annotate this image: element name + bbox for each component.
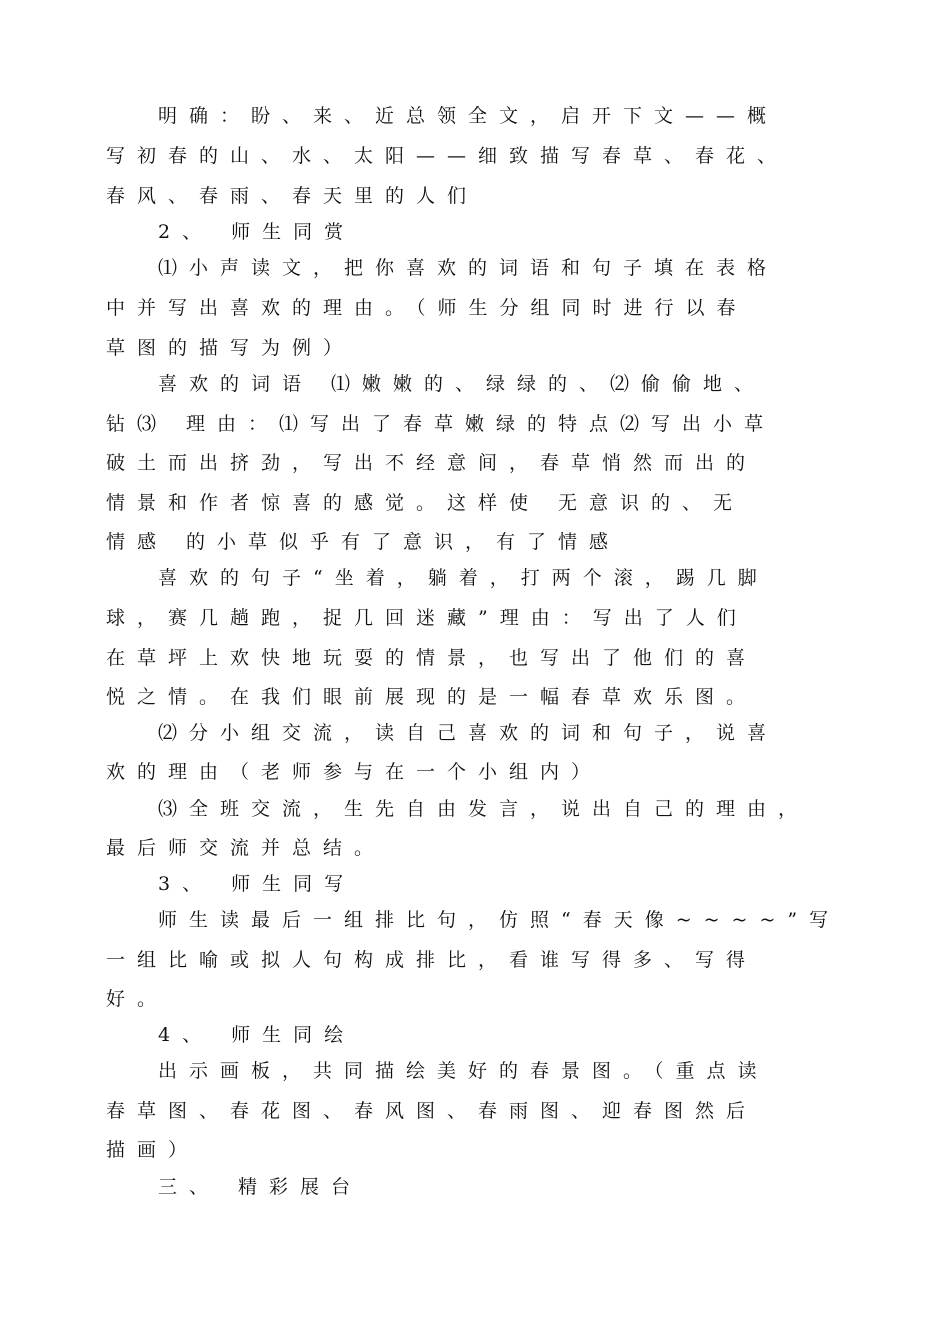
- text-line: 钻⑶ 理由：⑴写出了春草嫩绿的特点⑵写出小草: [106, 413, 776, 435]
- text-line: 欢的理由（老师参与在一个小组内）: [106, 761, 603, 783]
- text-line: 描画）: [106, 1139, 200, 1161]
- text-line: 草图的描写为例）: [106, 337, 355, 359]
- text-line: ⑵分小组交流，读自己喜欢的词和句子，说喜: [158, 722, 779, 744]
- text-line: 破土而出挤劲，写出不经意间，春草悄然而出的: [106, 452, 758, 474]
- text-line: 出示画板，共同描绘美好的春景图。（重点读: [158, 1060, 769, 1082]
- section-heading: 3、 师生同写: [158, 873, 356, 895]
- text-line: 好。: [106, 988, 169, 1010]
- text-line: 喜欢的词语 ⑴嫩嫩的、绿绿的、⑵偷偷地、: [158, 373, 766, 395]
- section-heading: 4、 师生同绘: [158, 1024, 356, 1046]
- text-line: 喜欢的句子“坐着，躺着，打两个滚，踢几脚: [158, 567, 769, 589]
- text-line: 悦之情。在我们眼前展现的是一幅春草欢乐图。: [106, 686, 758, 708]
- text-line: 在草坪上欢快地玩耍的情景，也写出了他们的喜: [106, 647, 758, 669]
- text-line: 写初春的山、水、太阳——细致描写春草、春花、: [106, 145, 789, 167]
- text-line: ⑴小声读文，把你喜欢的词语和句子填在表格: [158, 257, 779, 279]
- section-heading: 2、 师生同赏: [158, 221, 356, 243]
- text-line: 春风、春雨、春天里的人们: [106, 185, 479, 207]
- text-line: 明确：盼、来、近总领全文，启开下文——概: [158, 105, 779, 127]
- text-line: 情景和作者惊喜的感觉。这样使 无意识的、无: [106, 492, 745, 514]
- text-line: 最后师交流并总结。: [106, 837, 386, 859]
- text-line: 球，赛几趟跑，捉几回迷藏”理由：写出了人们: [106, 607, 748, 629]
- text-line: 春草图、春花图、春风图、春雨图、迎春图然后: [106, 1100, 758, 1122]
- text-line: 中并写出喜欢的理由。（师生分组同时进行以春: [106, 297, 748, 319]
- text-line: 师生读最后一组排比句，仿照“春天像~~~~”写: [158, 909, 841, 931]
- section-heading: 三、 精彩展台: [158, 1176, 363, 1198]
- text-line: 一组比喻或拟人句构成排比，看谁写得多、写得: [106, 949, 758, 971]
- text-line: 情感 的小草似乎有了意识，有了情感: [106, 531, 621, 553]
- text-line: ⑶全班交流，生先自由发言，说出自己的理由，: [158, 798, 810, 820]
